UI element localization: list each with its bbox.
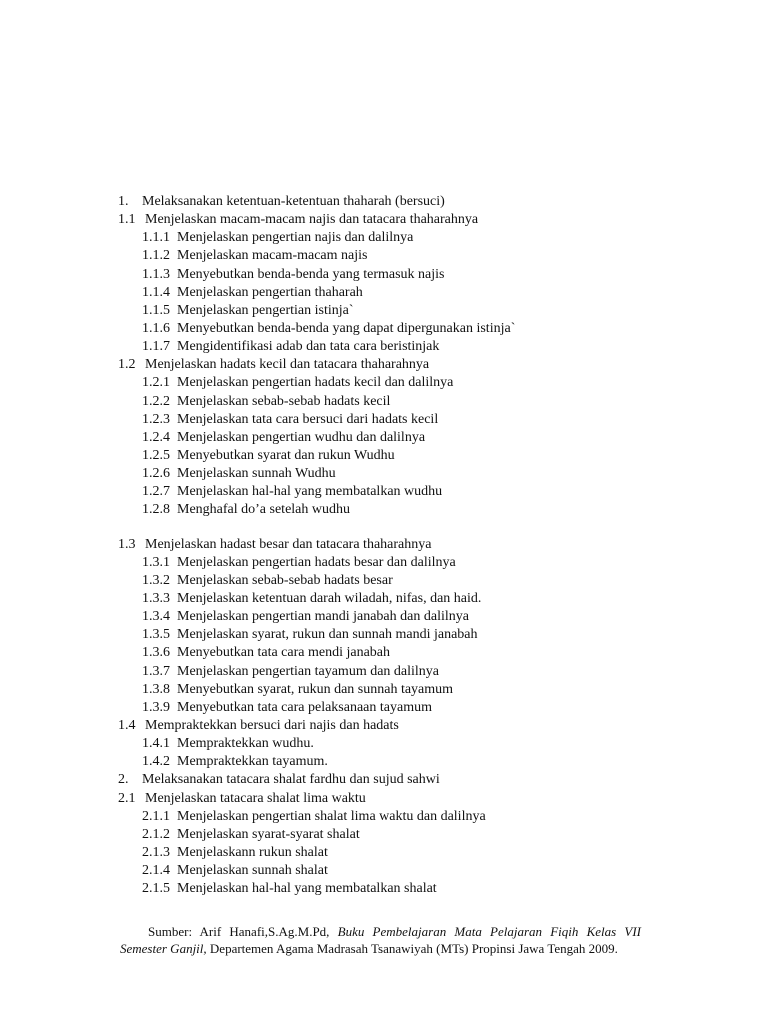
outline-item-1-3-6	[118, 644, 718, 662]
outline-text: Menjelaskan sunnah Wudhu	[177, 466, 336, 482]
outline-item-1-2-7	[118, 483, 718, 501]
outline-text: Menyebutkan benda-benda yang termasuk najis	[177, 266, 445, 282]
outline-number: 1.2.5	[142, 447, 170, 463]
outline-number: 1.4.1	[142, 736, 170, 752]
outline-item-1-3-4	[118, 608, 718, 626]
outline-text: Menghafal do’a setelah wudhu	[177, 502, 350, 518]
outline-number: 1.3.2	[142, 572, 170, 588]
outline-text: Menjelaskan hadats kecil dan tatacara thaharahnya	[145, 357, 430, 373]
outline-item-1-1-4	[118, 284, 718, 302]
outline-number: 1.3.3	[142, 590, 170, 606]
outline-number: 1.1.7	[142, 339, 170, 355]
outline-item-1-2-8	[118, 501, 718, 519]
outline-item-1-2	[118, 356, 718, 374]
outline-item-1-1-7	[118, 338, 718, 356]
outline-text: Menyebutkan syarat, rukun dan sunnah tayamum	[177, 681, 454, 697]
source-publisher: Departemen Agama Madrasah Tsanawiyah (MTs) Propinsi Jawa Tengah 2009.	[209, 940, 618, 956]
outline-number: 1.1.2	[142, 248, 170, 264]
outline-number: 1.2.1	[142, 375, 170, 391]
outline-text: Menjelaskan pengertian mandi janabah dan dalilnya	[177, 609, 469, 625]
outline-text: Mempraktekkan tayamum.	[177, 754, 328, 770]
outline-number: 2.1.4	[142, 863, 170, 879]
outline-text: Menjelaskan pengertian wudhu dan dalilnya	[177, 429, 426, 445]
outline-number: 1.3.1	[142, 554, 170, 570]
outline-number: 2.1.3	[142, 844, 170, 860]
outline-text: Menjelaskan pengertian tayamum dan dalilnya	[177, 663, 440, 679]
outline-item-1-2-4	[118, 429, 718, 447]
outline-number: 1.1.3	[142, 266, 170, 282]
outline-number: 1.1	[118, 212, 136, 228]
outline-number: 2.1	[118, 790, 136, 806]
outline-item-1-2-1	[118, 374, 718, 392]
outline-item-1-3-3	[118, 590, 718, 608]
source-label: Sumber:	[148, 924, 193, 939]
outline-item-2	[118, 771, 718, 789]
outline-item-2-1-2	[118, 826, 718, 844]
outline-number: 1.2.8	[142, 502, 170, 518]
outline-number: 1.1.6	[142, 320, 170, 336]
outline-text: Menjelaskan macam-macam najis dan tatacara thaharahnya	[145, 212, 479, 228]
outline-item-1-2-6	[118, 465, 718, 483]
outline-number: 2.1.5	[142, 881, 170, 897]
outline-item-1-3-5	[118, 626, 718, 644]
outline-text: Mempraktekkan wudhu.	[177, 736, 314, 752]
outline-item-1-1-5	[118, 302, 718, 320]
outline-text: Menjelaskann rukun shalat	[177, 844, 328, 860]
outline-text: Menyebutkan tata cara mendi janabah	[177, 645, 391, 661]
outline-item-1-1-3	[118, 266, 718, 284]
outline-text: Menjelaskan syarat-syarat shalat	[177, 826, 360, 842]
outline-number: 1.3	[118, 536, 136, 552]
outline-text: Menjelaskan hal-hal yang membatalkan shalat	[177, 881, 437, 897]
outline-text: Menjelaskan pengertian hadats kecil dan dalilnya	[177, 375, 454, 391]
outline-text: Menyebutkan tata cara pelaksanaan tayamum	[177, 699, 432, 715]
outline-text: Menjelaskan pengertian najis dan dalilnya	[177, 230, 414, 246]
outline-item-1-3-7	[118, 663, 718, 681]
outline-text: Melaksanakan tatacara shalat fardhu dan sujud sahwi	[142, 772, 440, 788]
outline-number: 1.3.5	[142, 627, 170, 643]
outline-item-1-3-9	[118, 699, 718, 717]
outline-number: 1.3.8	[142, 681, 170, 697]
outline-number: 1.2.6	[142, 466, 170, 482]
outline-item-1-2-2	[118, 393, 718, 411]
outline-item-1-4	[118, 717, 718, 735]
outline-number: 1.3.4	[142, 609, 170, 625]
outline-number: 1.4	[118, 717, 136, 733]
outline-text: Menjelaskan syarat, rukun dan sunnah mandi janabah	[177, 627, 478, 643]
source-title: Buku Pembelajaran Mata Pelajaran Fiqih Kelas VII Semester Ganjil,	[120, 924, 641, 956]
outline-item-2-1	[118, 790, 718, 808]
outline-number: 1.1.1	[142, 230, 170, 246]
outline-text: Menyebutkan syarat dan rukun Wudhu	[177, 447, 395, 463]
outline-text: Menjelaskan ketentuan darah wiladah, nifas, dan haid.	[177, 590, 482, 606]
outline-item-2-1-3	[118, 844, 718, 862]
outline-number: 1.3.7	[142, 663, 170, 679]
outline-item-1-2-3	[118, 411, 718, 429]
outline-item-1-1-1	[118, 229, 718, 247]
outline-text: Menjelaskan hadast besar dan tatacara thaharahnya	[145, 536, 432, 552]
outline-number: 1.1.5	[142, 302, 170, 318]
outline-number: 1.2.3	[142, 411, 170, 427]
outline-item-2-1-1	[118, 808, 718, 826]
outline-number: 1.2.4	[142, 429, 170, 445]
outline-item-2-1-4	[118, 862, 718, 880]
outline-number: 1.2.2	[142, 393, 170, 409]
outline-number: 1.3.9	[142, 699, 170, 715]
outline-text: Melaksanakan ketentuan-ketentuan thaharah (bersuci)	[142, 194, 445, 209]
outline-item-1-4-2	[118, 753, 718, 771]
outline-number: 1.2	[118, 357, 136, 373]
outline-item-1-1	[118, 211, 718, 229]
outline-text: Mengidentifikasi adab dan tata cara beristinjak	[177, 339, 440, 355]
outline-text: Menjelaskan hal-hal yang membatalkan wudhu	[177, 484, 443, 500]
outline-number: 2.	[118, 772, 129, 788]
outline-text: Menjelaskan pengertian hadats besar dan dalilnya	[177, 554, 456, 570]
outline-text: Menjelaskan sebab-sebab hadats kecil	[177, 393, 391, 409]
outline-text: Menjelaskan pengertian thaharah	[177, 284, 363, 300]
outline-number: 2.1.2	[142, 826, 170, 842]
outline-item-1-1-2	[118, 247, 718, 265]
outline-text: Menjelaskan tatacara shalat lima waktu	[145, 790, 366, 806]
outline-item-1-3-1	[118, 554, 718, 572]
source-author: Arif Hanafi,S.Ag.M.Pd,	[199, 924, 330, 939]
outline-number: 1.2.7	[142, 484, 170, 500]
outline-number: 1.	[118, 194, 129, 209]
outline-number: 1.3.6	[142, 645, 170, 661]
outline-text: Menjelaskan tata cara bersuci dari hadats kecil	[177, 411, 439, 427]
outline-item-1-3-8	[118, 681, 718, 699]
outline-item-1-1-6	[118, 320, 718, 338]
outline-item-1-3	[118, 536, 718, 554]
outline-text: Menjelaskan sunnah shalat	[177, 863, 328, 879]
outline-item-1-2-5	[118, 447, 718, 465]
outline-number: 1.1.4	[142, 284, 170, 300]
outline-number: 1.4.2	[142, 754, 170, 770]
outline-text: Menjelaskan pengertian istinja`	[177, 302, 354, 318]
outline-number: 2.1.1	[142, 808, 170, 824]
outline-text: Menjelaskan sebab-sebab hadats besar	[177, 572, 393, 588]
outline-text: Mempraktekkan bersuci dari najis dan hadats	[145, 717, 399, 733]
competency-outline	[118, 193, 718, 898]
outline-text: Menjelaskan pengertian shalat lima waktu dan dalilnya	[177, 808, 486, 824]
outline-text: Menjelaskan macam-macam najis	[177, 248, 368, 264]
outline-item-1	[118, 193, 718, 211]
outline-item-2-1-5	[118, 880, 718, 898]
source-citation	[120, 924, 641, 957]
outline-item-1-4-1	[118, 735, 718, 753]
section-spacer	[118, 520, 718, 536]
outline-item-1-3-2	[118, 572, 718, 590]
outline-text: Menyebutkan benda-benda yang dapat dipergunakan istinja`	[177, 320, 516, 336]
